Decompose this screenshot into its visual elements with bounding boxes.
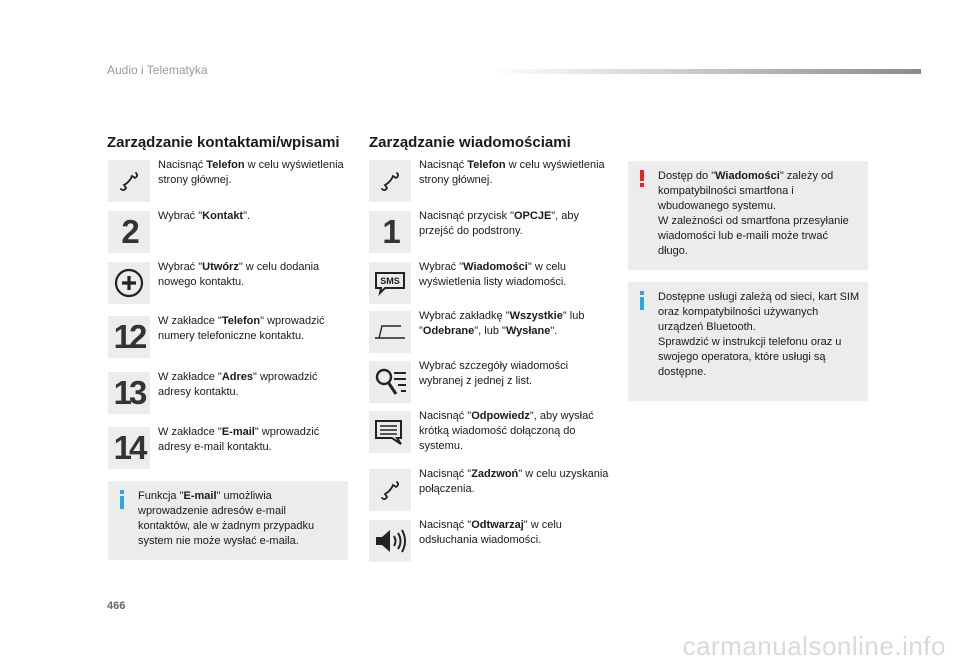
warning-icon (638, 170, 646, 189)
message-bubble-icon (369, 411, 411, 453)
number-14-icon: 14 (108, 427, 150, 469)
messages-step-6: Nacisnąć "Odpowiedz", aby wysłać krótką wiadomość dołączoną do systemu. (369, 411, 609, 454)
page-number: 466 (107, 600, 126, 612)
contacts-step-5: 13 W zakładce "Adres" wprowadzić adresy kontaktu. (108, 372, 348, 414)
info-icon (118, 490, 126, 509)
number-12-icon: 12 (108, 316, 150, 358)
messages-step-8: Nacisnąć "Odtwarzaj" w celu odsłuchania wiadomości. (369, 520, 609, 562)
email-info-note: Funkcja "E-mail" umożliwia wprowadzenie adresów e-mail kontaktów, ale w żadnym przypadku system nie może wysłać e-maila. (108, 481, 348, 560)
plus-circle-icon (108, 262, 150, 304)
phone-handset-icon (369, 469, 411, 511)
phone-handset-icon (369, 160, 411, 202)
messages-section-title: Zarządzanie wiadomościami (369, 134, 571, 151)
messages-step-2: 1 Nacisnąć przycisk "OPCJE", aby przejść do podstrony. (369, 211, 609, 253)
contacts-step-2: 2 Wybrać "Kontakt". (108, 211, 348, 253)
speaker-icon (369, 520, 411, 562)
number-13-icon: 13 (108, 372, 150, 414)
contacts-step-1: Nacisnąć Telefon w celu wyświetlenia strony głównej. (108, 160, 348, 202)
info-icon (638, 291, 646, 310)
messages-step-3: SMS Wybrać "Wiadomości" w celu wyświetlenia listy wiadomości. (369, 262, 609, 304)
header-title: Audio i Telematyka (107, 63, 208, 77)
messages-step-5: Wybrać szczegóły wiadomości wybranej z jednej z list. (369, 361, 609, 403)
contacts-step-6: 14 W zakładce "E-mail" wprowadzić adresy e-mail kontaktu. (108, 427, 348, 469)
number-2-icon: 2 (108, 211, 150, 253)
sms-icon: SMS (369, 262, 411, 304)
contacts-section-title: Zarządzanie kontaktami/wpisami (107, 134, 340, 151)
watermark: carmanualsonline.info (682, 631, 946, 661)
search-list-icon (369, 361, 411, 403)
messages-step-4: Wybrać zakładkę "Wszystkie" lub "Odebrane", lub "Wysłane". (369, 311, 609, 353)
phone-handset-icon (108, 160, 150, 202)
messages-step-7: Nacisnąć "Zadzwoń" w celu uzyskania połączenia. (369, 469, 609, 511)
header-gradient-bar (490, 69, 921, 74)
services-info-note: Dostępne usługi zależą od sieci, kart SIM oraz kompatybilności używanych urządzeń Bluetooth. Sprawdzić w instrukcji telefonu oraz u swojego operatora, które usługi są dostępne. (628, 282, 868, 401)
contacts-step-3: Wybrać "Utwórz" w celu dodania nowego kontaktu. (108, 262, 348, 304)
messages-step-1: Nacisnąć Telefon w celu wyświetlenia strony głównej. (369, 160, 609, 202)
messages-warning-note: Dostęp do "Wiadomości" zależy od kompatybilności smartfona i wbudowanego systemu. W zależności od smartfona przesyłanie wiadomości lub e-maili może trwać długo. (628, 161, 868, 270)
contacts-step-4: 12 W zakładce "Telefon" wprowadzić numery telefoniczne kontaktu. (108, 316, 348, 358)
number-1-icon: 1 (369, 211, 411, 253)
tab-icon (369, 311, 411, 353)
